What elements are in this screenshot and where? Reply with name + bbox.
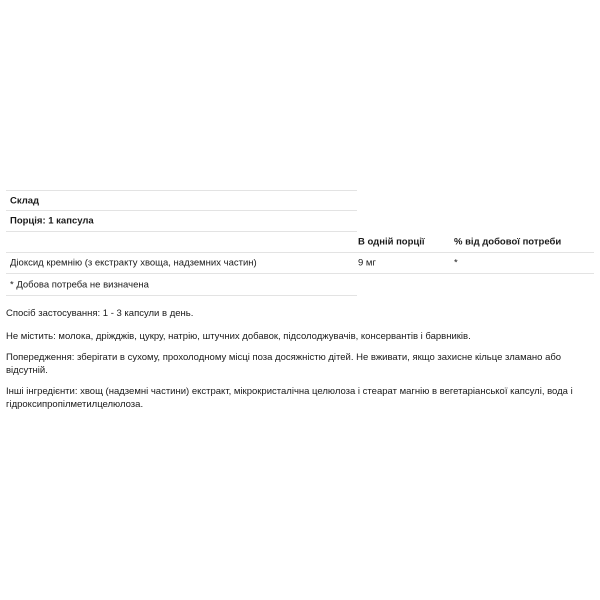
table-row [6, 253, 594, 274]
table-title: Склад [10, 195, 40, 206]
header-daily-value: % від добової потреби [454, 236, 562, 248]
ingredient-amount: 9 мг [358, 257, 376, 269]
serving-size: Порція: 1 капсула [10, 215, 94, 227]
warning-text: Попередження: зберігати в сухому, прохолодному місці поза досяжністю дітей. Не вживати, якщо захисне кільце зламано або відсутній. [6, 352, 562, 376]
usage-text: Спосіб застосування: 1 - 3 капсули в день. [6, 308, 194, 319]
header-per-serving: В одній порції [358, 236, 425, 248]
supplement-facts-table [6, 190, 596, 296]
ingredient-name: Діоксид кремнію (з екстракту хвоща, надземних частин) [10, 257, 257, 269]
ingredient-daily-value: * [454, 257, 458, 269]
table-header-row [6, 232, 594, 253]
footnote-row [6, 274, 357, 296]
other-ingredients-text: Інші інгредієнти: хвощ (надземні частини) екстракт, мікрокристалічна целюлоза і стеарат магнію в вегетаріанської капсулі, вода і гідроксипропілметилцелюлоза. [6, 386, 573, 410]
serving-size-row [6, 211, 357, 232]
table-title-row [6, 190, 357, 211]
footnote: * Добова потреба не визначена [10, 279, 149, 290]
free-from-text: Не містить: молока, дріжджів, цукру, натрію, штучних добавок, підсолоджувачів, консервантів і барвників. [6, 331, 471, 342]
